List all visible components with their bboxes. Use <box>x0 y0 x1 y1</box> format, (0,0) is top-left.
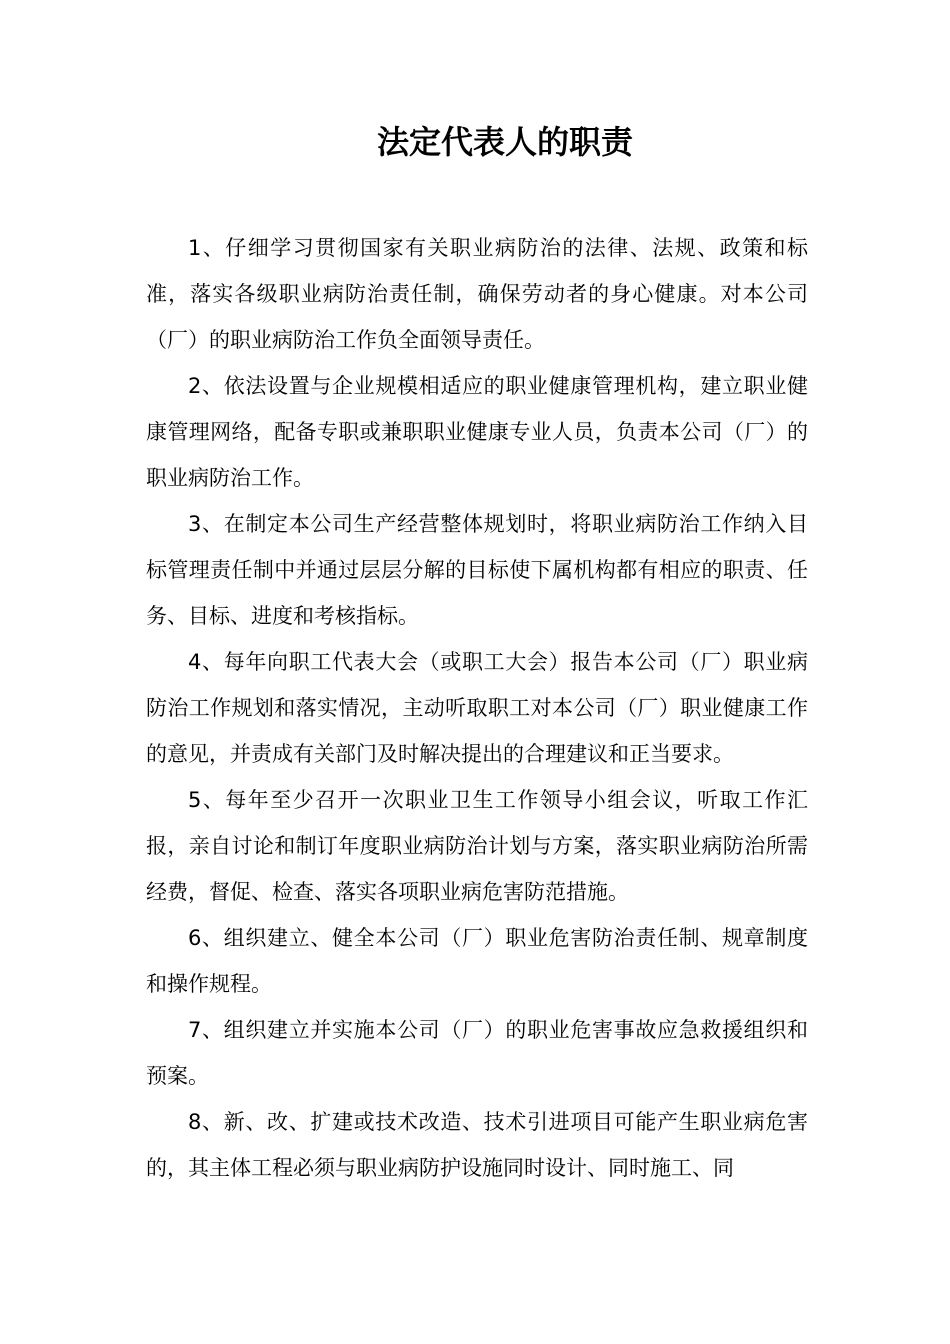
document-title: 法定代表人的职责 <box>376 123 633 161</box>
paragraph-7: 7、组织建立并实施本公司（厂）的职业危害事故应急救援组织和预案。 <box>146 1018 808 1088</box>
paragraph-1: 1、仔细学习贯彻国家有关职业病防治的法律、法规、政策和标准，落实各级职业病防治责任制，确保劳动者的身心健康。对本公司（厂）的职业病防治工作负全面领导责任。 <box>146 236 808 352</box>
paragraph-3: 3、在制定本公司生产经营整体规划时，将职业病防治工作纳入目标管理责任制中并通过层层分解的目标使下属机构都有相应的职责、任务、目标、进度和考核指标。 <box>146 512 808 628</box>
paragraph-8: 8、新、改、扩建或技术改造、技术引进项目可能产生职业病危害的，其主体工程必须与职业病防护设施同时设计、同时施工、同 <box>146 1110 808 1180</box>
document-body <box>146 225 808 1191</box>
paragraph-4: 4、每年向职工代表大会（或职工大会）报告本公司（厂）职业病防治工作规划和落实情况，主动听取职工对本公司（厂）职业健康工作的意见，并责成有关部门及时解决提出的合理建议和正当要求。 <box>146 650 808 766</box>
paragraph-6: 6、组织建立、健全本公司（厂）职业危害防治责任制、规章制度和操作规程。 <box>146 926 808 996</box>
paragraph-2: 2、依法设置与企业规模相适应的职业健康管理机构，建立职业健康管理网络，配备专职或兼职职业健康专业人员，负责本公司（厂）的职业病防治工作。 <box>146 374 808 490</box>
paragraph-5: 5、每年至少召开一次职业卫生工作领导小组会议，听取工作汇报，亲自讨论和制订年度职业病防治计划与方案，落实职业病防治所需经费，督促、检查、落实各项职业病危害防范措施。 <box>146 788 808 904</box>
